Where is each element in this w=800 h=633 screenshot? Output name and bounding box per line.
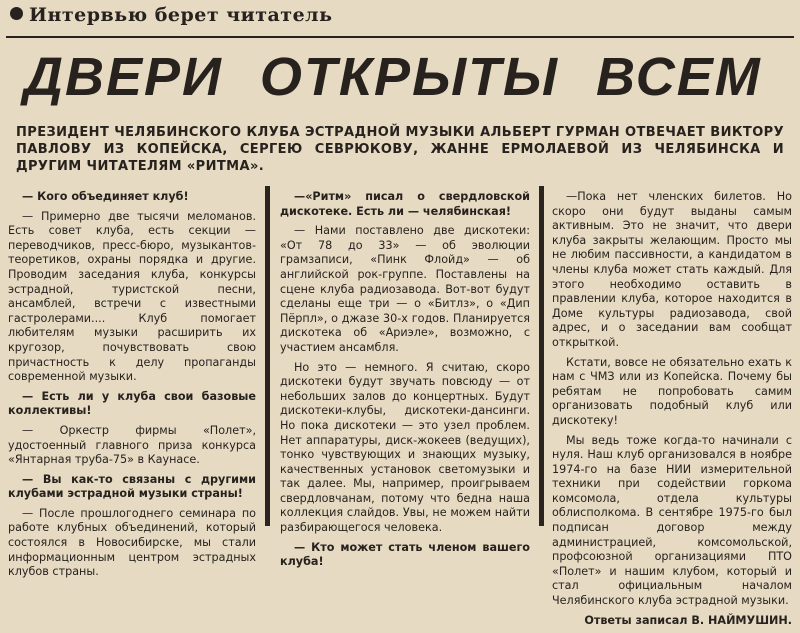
interview-answer: — После прошлогоднего семинара по работе клубных объединений, который состоялся в Новосибирске, мы стали информационным центром эстрадных клубов страны.: [8, 506, 256, 579]
interview-question: — Кто может стать членом вашего клуба!: [280, 540, 530, 569]
interview-question: — Кого объединяет клуб!: [22, 190, 189, 203]
rubric-heading: [10, 4, 332, 26]
byline: Ответы записал В. НАЙМУШИН.: [584, 613, 792, 627]
column-2: [280, 190, 530, 575]
interview-question: —«Ритм» писал о свердловской дискотеке. Есть ли — челябинская!: [280, 190, 530, 218]
interview-answer: — Нами поставлено две дискотеки: «От 78 до 33» — об эволюции грамзаписи, «Пинк Флойд» — об английской рок-группе. Поставлены на сцене клуба радиозавода. Вот-вот будут сделаны еще три — о «Битлз», о «Дип Пёрпл», о джазе 30-х годов. Планируется дискотека об «Ариэле», возможно, с участием ансамбля.: [280, 224, 530, 354]
column-divider: [539, 186, 544, 526]
column-divider: [265, 186, 270, 526]
article-lead: ПРЕЗИДЕНТ ЧЕЛЯБИНСКОГО КЛУБА ЭСТРАДНОЙ МУЗЫКИ АЛЬБЕРТ ГУРМАН ОТВЕЧАЕТ ВИКТОРУ ПАВЛОВУ ИЗ КОПЕЙСКА, СЕРГЕЮ СЕВРЮКОВУ, ЖАННЕ ЕРМОЛАЕВОЙ ИЗ ЧЕЛЯБИНСКА И ДРУГИМ ЧИТАТЕЛЯМ «РИТМА».: [16, 125, 784, 174]
interview-question: — Вы как-то связаны с другими клубами эстрадной музыки страны!: [8, 472, 256, 501]
interview-question: — Есть ли у клуба свои базовые коллективы!: [8, 389, 256, 418]
interview-answer: —Пока нет членских билетов. Но скоро они будут выданы самым активным. Это не значит, что двери клуба закрыты желающим. Просто мы не любим пассивности, а кандидатом в члены клуба может стать каждый. Для этого необходимо оставить в правлении клуба, которое находится в Доме культуры радиозавода, свой адрес, и о заседании вам сообщат открыткой.: [552, 190, 792, 349]
interview-answer: Кстати, вовсе не обязательно ехать к нам с ЧМЗ или из Копейска. Почему бы ребятам не попробовать самим организовать подобный клуб или дискотеку!: [552, 355, 792, 427]
bullet-icon: [10, 7, 23, 20]
article-title: ДВЕРИ ОТКРЫТЫ ВСЕМ: [24, 47, 762, 107]
interview-answer: — Оркестр фирмы «Полет», удостоенный главного приза конкурса «Янтарная труба-75» в Каунасе.: [8, 423, 256, 467]
column-1: [8, 190, 256, 585]
column-3: [552, 190, 792, 633]
interview-answer: Мы ведь тоже когда-то начинали с нуля. Наш клуб организовался в ноябре 1974-го на базе НИИ измерительной техники при содействии горкома комсомола, отдела культуры облисполкома. В сентябре 1975-го был подписан договор между администрацией, комсомольской, профсоюзной организациями ПТО «Полет» и нашим клубом, который и стал официальным началом Челябинского клуба эстрадной музыки.: [552, 433, 792, 608]
interview-answer: — Примерно две тысячи меломанов. Есть совет клуба, есть секции — переводчиков, пресс-бюро, музыкантов-теоретиков, охраны порядка и другие. Проводим заседания клуба, конкурсы эстрадной, туристской песни, ансамблей, встречи с известными гастролерами.... Клуб помогает любителям музыки расширить их кругозор, почувствовать свою причастность к делу пропаганды современной музыки.: [8, 209, 256, 384]
rubric-text: Интервью берет читатель: [29, 4, 333, 26]
interview-answer: Но это — немного. Я считаю, скоро дискотеки будут звучать повсюду — от небольших залов до концертных. Будут дискотеки-клубы, дискотеки-дансинги. Но пока дискотеки — это узел проблем. Нет аппаратуры, диск-жокеев (ведущих), тонко чувствующих и знающих музыку, качественных установок светомузыки и так далее. Мы, например, проигрываем свердловчанам, потому что бедна наша коллекция слайдов. Увы, не можем найти разбирающегося человека.: [280, 360, 530, 535]
